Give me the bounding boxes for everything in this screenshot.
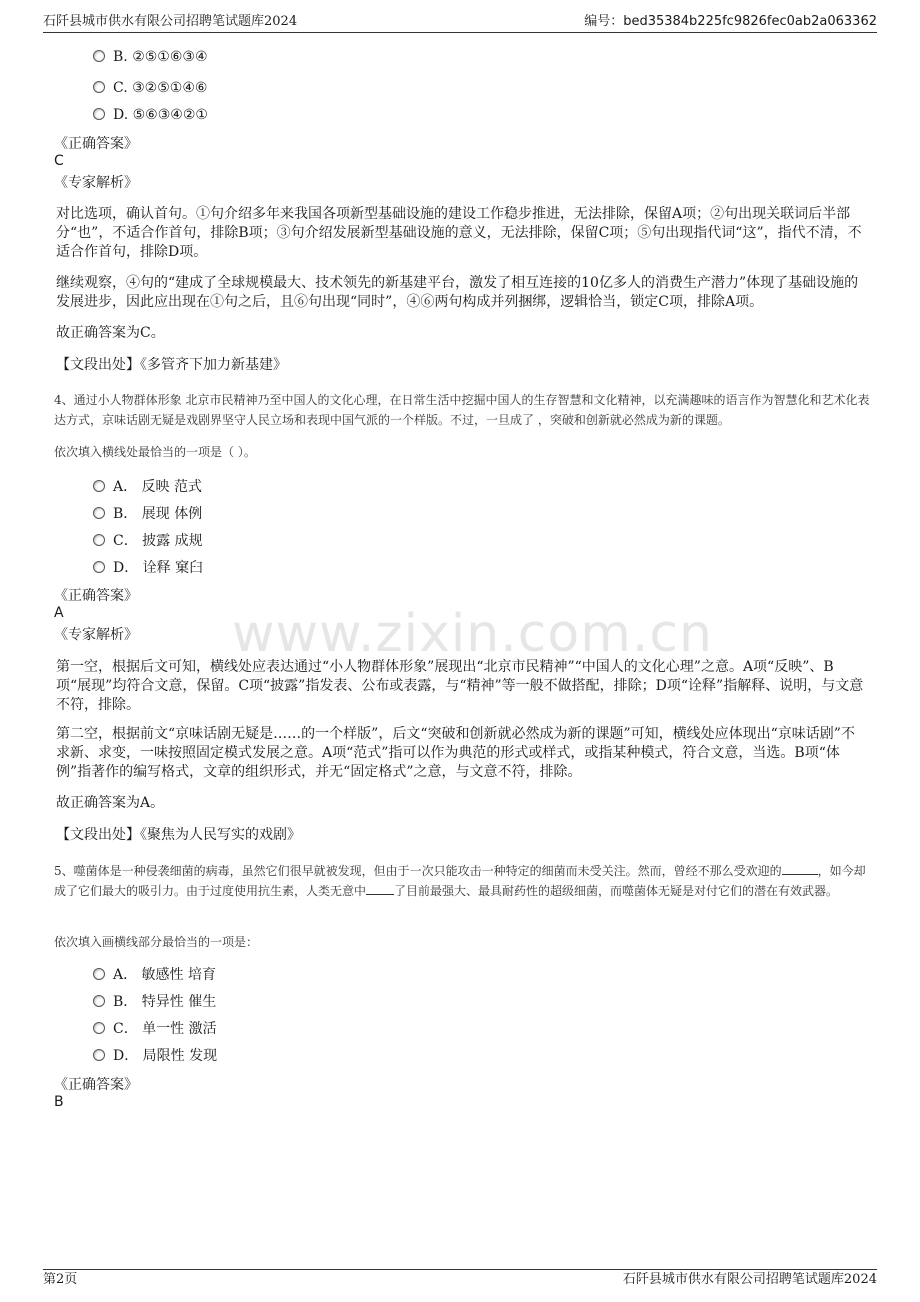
analysis-paragraph: 继续观察，④句的“建成了全球规模最大、技术领先的新基建平台，激发了相互连接的10亿多人的消费生产潜力”体现了基础设施的发展进步，因此应出现在①句之后，且⑥句出现“同时”，④⑥两句构成并列捆绑，逻辑恰当，锁定C项，排除A项。 <box>56 275 859 310</box>
answer-label: 《正确答案》 <box>54 588 138 604</box>
radio-icon[interactable] <box>93 507 105 519</box>
source-citation: 【文段出处】《聚焦为人民写实的戏剧》 <box>56 827 301 843</box>
option-d[interactable]: D． 诠释 窠臼 <box>93 557 203 579</box>
answer-label: 《正确答案》 <box>54 1077 138 1093</box>
blank-2 <box>366 882 394 895</box>
analysis-label: 《专家解析》 <box>54 627 138 643</box>
option-c[interactable]: C． 披露 成规 <box>93 530 203 552</box>
option-a[interactable]: A． 反映 范式 <box>93 476 202 498</box>
option-a[interactable]: A． 敏感性 培育 <box>93 964 216 986</box>
analysis-paragraph: 对比选项，确认首句。①句介绍多年来我国各项新型基础设施的建设工作稳步推进，无法排除，保留A项；②句出现关联词后半部分“也”，不适合作首句，排除B项；③句介绍发展新型基础设施的意义，无法排除，保留C项；⑤句出现指代词“这”，指代不清，不适合作首句，排除D项。 <box>56 206 862 260</box>
answer-label: 《正确答案》 <box>54 136 138 152</box>
radio-icon[interactable] <box>93 534 105 546</box>
option-b[interactable]: B. ②⑤①⑥③④ <box>93 46 208 68</box>
option-d[interactable]: D． 局限性 发现 <box>93 1045 217 1067</box>
question-prompt: 依次填入画横线部分最恰当的一项是： <box>54 935 259 949</box>
footer-title: 石阡县城市供水有限公司招聘笔试题库2024 <box>622 1272 877 1287</box>
radio-icon[interactable] <box>93 995 105 1007</box>
radio-icon[interactable] <box>93 561 105 573</box>
analysis-paragraph: 第二空，根据前文“京味话剧无疑是……的一个样版”，后文“突破和创新就必然成为新的课题”可知，横线处应体现出“京味话剧”不求新、求变，一味按照固定模式发展之意。A项“范式”指可以作为典范的形式或样式，或指某种模式，符合文意，当选。B项“体例”指著作的编写格式，文章的组织形式，并无“固定格式”之意，与文意不符，排除。 <box>56 726 855 780</box>
answer-value: B <box>54 1094 64 1110</box>
watermark: www.zixin.com.cn <box>232 604 713 664</box>
analysis-conclusion: 故正确答案为C。 <box>56 325 165 341</box>
radio-icon[interactable] <box>93 480 105 492</box>
header-title: 石阡县城市供水有限公司招聘笔试题库2024 <box>43 14 298 29</box>
radio-icon[interactable] <box>93 968 105 980</box>
question-text: 4、通过小人物群体形象 北京市民精神乃至中国人的文化心理，在日常生活中挖掘中国人的生存智慧和文化精神，以充满趣味的语言作为智慧化和艺术化表达方式，京味话剧无疑是戏剧界坚守人民立场和表现中国气派的一个样版。不过，一旦成了 ，突破和创新就必然成为新的课题。 <box>54 393 870 427</box>
page-number: 第2页 <box>43 1272 78 1287</box>
option-c[interactable]: C． 单一性 激活 <box>93 1018 217 1040</box>
question-text: 5、噬菌体是一种侵袭细菌的病毒，虽然它们很早就被发现，但由于一次只能攻击一种特定的细菌而未受关注。然而，曾经不那么受欢迎的 ，如今却成了它们最大的吸引力。由于过度使用抗生素，人类无意中 了目前最强大、最具耐药性的超级细菌，而噬菌体无疑是对付它们的潜在有效武器。 <box>54 864 866 898</box>
analysis-paragraph: 第一空，根据后文可知，横线处应表达通过“小人物群体形象”展现出“北京市民精神”“中国人的文化心理”之意。A项“反映”、B项“展现”均符合文意，保留。C项“披露”指发表、公布或表露，与“精神”等一般不做搭配，排除；D项“诠释”指解释、说明，与文意不符，排除。 <box>56 659 864 713</box>
page-header <box>43 12 877 33</box>
option-b[interactable]: B． 特异性 催生 <box>93 991 216 1013</box>
document-id: 编号：bed35384b225fc9826fec0ab2a063362 <box>584 14 877 29</box>
radio-icon[interactable] <box>93 1049 105 1061</box>
page-footer <box>43 1269 877 1292</box>
blank-1 <box>782 862 818 875</box>
option-c[interactable]: C. ③②⑤①④⑥ <box>93 77 207 99</box>
radio-icon[interactable] <box>93 108 105 120</box>
analysis-conclusion: 故正确答案为A。 <box>56 795 165 811</box>
question-prompt: 依次填入横线处最恰当的一项是（ ）。 <box>54 445 256 459</box>
answer-value: A <box>54 605 64 621</box>
option-b[interactable]: B． 展现 体例 <box>93 503 202 525</box>
radio-icon[interactable] <box>93 1022 105 1034</box>
source-citation: 【文段出处】《多管齐下加力新基建》 <box>56 357 287 373</box>
option-d[interactable]: D. ⑤⑥③④②① <box>93 104 208 126</box>
radio-icon[interactable] <box>93 50 105 62</box>
analysis-label: 《专家解析》 <box>54 175 138 191</box>
answer-value: C <box>54 153 64 169</box>
radio-icon[interactable] <box>93 81 105 93</box>
